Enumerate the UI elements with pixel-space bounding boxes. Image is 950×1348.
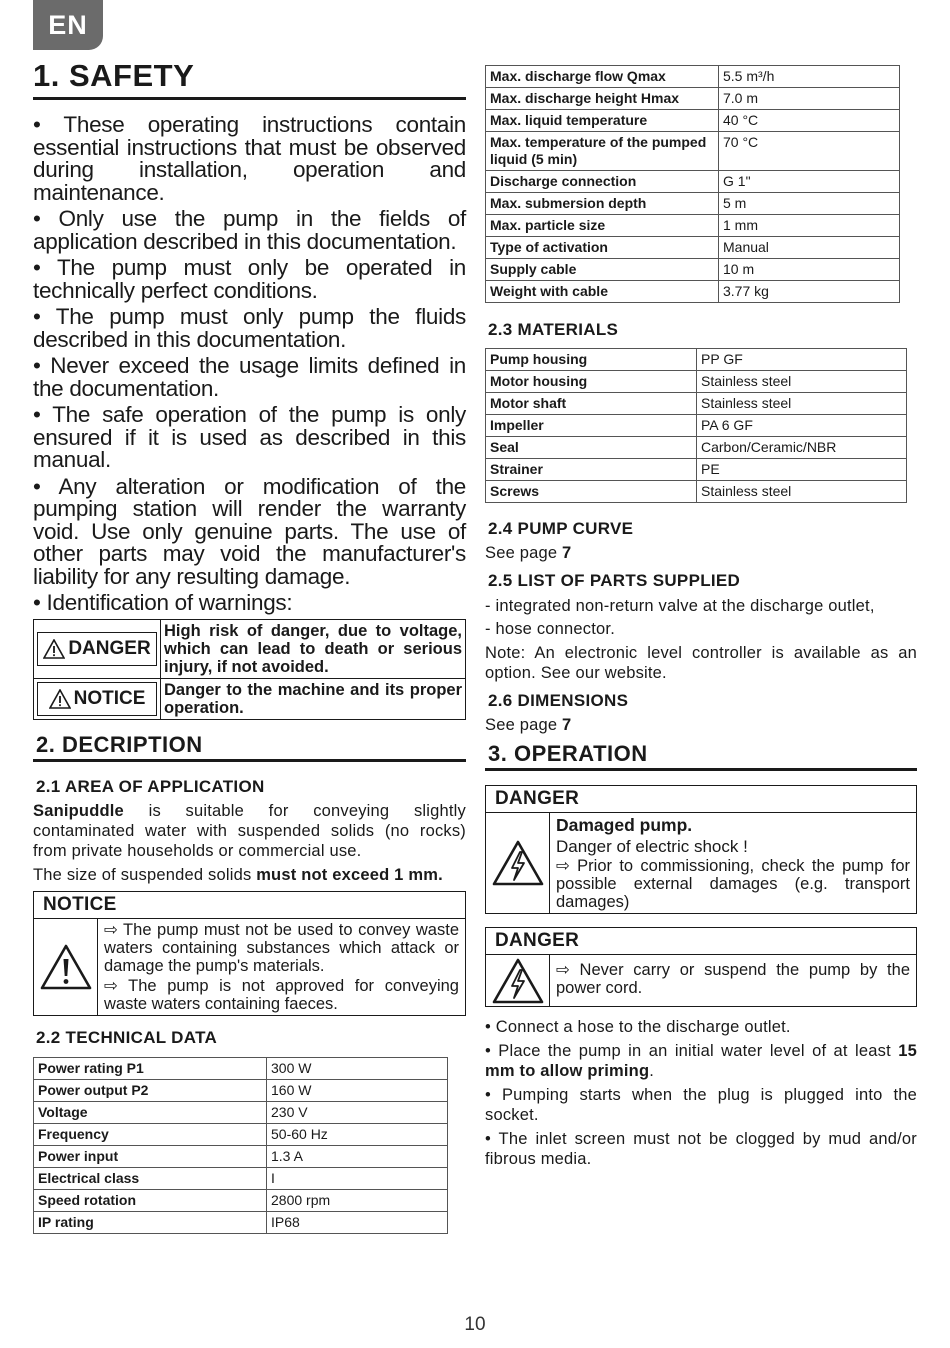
operation-heading: 3. OPERATION — [485, 741, 917, 771]
spec-value: 50-60 Hz — [267, 1123, 448, 1145]
table-row — [486, 393, 907, 415]
technical-data-table — [33, 1057, 448, 1234]
table-row — [486, 66, 900, 88]
table-row — [34, 1123, 448, 1145]
spec-value: Carbon/Ceramic/NBR — [697, 437, 907, 459]
description-heading: 2. DECRIPTION — [33, 732, 466, 762]
spec-value: 40 °C — [719, 110, 900, 132]
pump-curve-heading: 2.4 PUMP CURVE — [488, 519, 634, 538]
danger-box-damaged-pump — [485, 785, 917, 914]
danger-label-text: DANGER — [68, 637, 151, 659]
table-row — [486, 349, 907, 371]
danger-line: Danger of electric shock ! — [556, 837, 748, 856]
spec-value: I — [267, 1167, 448, 1189]
operation-bullet-pre: • Place the pump in an initial water level of at least — [485, 1042, 899, 1060]
page-number: 10 — [464, 1314, 486, 1335]
spec-value: G 1" — [719, 171, 900, 193]
notice-icon-cell — [34, 919, 98, 1015]
dimensions-heading: 2.6 DIMENSIONS — [488, 691, 629, 710]
danger-bold-line: Damaged pump. — [556, 815, 693, 835]
spec-value: 10 m — [719, 259, 900, 281]
table-row — [486, 237, 900, 259]
danger-title: DANGER — [486, 786, 916, 813]
spec-value: IP68 — [267, 1211, 448, 1233]
spec-value: 5.5 m³/h — [719, 66, 900, 88]
spec-label: Speed rotation — [34, 1189, 267, 1211]
parts-item: - integrated non-return valve at the discharge outlet, — [485, 597, 875, 615]
notice-label-text: NOTICE — [73, 687, 146, 709]
spec-value: 70 °C — [719, 132, 900, 171]
page-ref: 7 — [562, 544, 572, 562]
area-paragraph-2 — [33, 865, 466, 885]
danger-description: High risk of danger, due to voltage, which can lead to death or serious injury, if not avoided. — [161, 619, 466, 678]
spec-label: Motor housing — [486, 371, 697, 393]
danger-body — [486, 955, 916, 1006]
spec-label: Power input — [34, 1145, 267, 1167]
spec-label: IP rating — [34, 1211, 267, 1233]
spec-label: Max. discharge flow Qmax — [486, 66, 719, 88]
operation-bullet — [485, 1085, 917, 1125]
spec-label: Electrical class — [34, 1167, 267, 1189]
safety-bullet: • Never exceed the usage limits defined in the documentation. — [33, 353, 466, 401]
danger-detail: ⇨ Prior to commissioning, check the pump for possible external damages (e.g. transport damages) — [556, 857, 910, 911]
table-row — [34, 1057, 448, 1079]
spec-label: Max. particle size — [486, 215, 719, 237]
spec-value: 7.0 m — [719, 88, 900, 110]
spec-value: PP GF — [697, 349, 907, 371]
operation-bullet-pre: • Pumping starts when the plug is plugged into the socket. — [485, 1086, 917, 1124]
parts-item: - hose connector. — [485, 620, 615, 638]
operation-bullet-bold: 15 mm to allow priming — [485, 1042, 917, 1080]
safety-bullet: • Identification of warnings: — [33, 590, 293, 615]
danger-detail: ⇨ Never carry or suspend the pump by the power cord. — [556, 961, 910, 997]
spec-label: Impeller — [486, 415, 697, 437]
table-row — [486, 281, 900, 303]
table-row — [486, 88, 900, 110]
materials-table — [485, 348, 907, 503]
spec-label: Seal — [486, 437, 697, 459]
spec-value: 5 m — [719, 193, 900, 215]
right-column — [485, 65, 917, 1173]
spec-label: Weight with cable — [486, 281, 719, 303]
danger-body — [486, 813, 916, 913]
spec-value: 230 V — [267, 1101, 448, 1123]
table-row — [486, 193, 900, 215]
danger-icon-cell — [486, 813, 550, 913]
operation-bullet — [485, 1041, 917, 1081]
notice-description: Danger to the machine and its proper operation. — [161, 678, 466, 719]
table-row — [34, 1101, 448, 1123]
table-row — [34, 1211, 448, 1233]
table-row — [486, 481, 907, 503]
spec-value: Manual — [719, 237, 900, 259]
technical-data-heading: 2.2 TECHNICAL DATA — [36, 1027, 218, 1047]
dimensions-reference — [485, 715, 917, 735]
safety-bullet: • The pump must only be operated in technically perfect conditions. — [33, 255, 466, 303]
table-row — [486, 459, 907, 481]
area-of-application-heading: 2.1 AREA OF APPLICATION — [36, 776, 265, 796]
operation-bullet-post: . — [649, 1062, 655, 1080]
danger-text — [550, 813, 916, 913]
spec-label: Motor shaft — [486, 393, 697, 415]
danger-icon-cell — [486, 955, 550, 1006]
spec-value: 1.3 A — [267, 1145, 448, 1167]
table-row — [34, 1189, 448, 1211]
operation-bullet-pre: • The inlet screen must not be clogged by mud and/or fibrous media. — [485, 1130, 917, 1168]
spec-value: Stainless steel — [697, 393, 907, 415]
left-column — [33, 58, 466, 1234]
area-paragraph-1 — [33, 801, 466, 861]
table-row — [486, 171, 900, 193]
spec-label: Voltage — [34, 1101, 267, 1123]
see-page-text: See page — [485, 716, 563, 734]
table-row — [34, 1079, 448, 1101]
table-row — [486, 132, 900, 171]
spec-label: Type of activation — [486, 237, 719, 259]
operation-bullet — [485, 1129, 917, 1169]
spec-label: Max. submersion depth — [486, 193, 719, 215]
language-tab: EN — [33, 0, 103, 50]
spec-label: Max. liquid temperature — [486, 110, 719, 132]
spec-label: Discharge connection — [486, 171, 719, 193]
safety-bullet: • These operating instructions contain essential instructions that must be observed during installation, operation and maintenance. — [33, 112, 466, 205]
notice-label — [37, 682, 157, 716]
spec-label: Pump housing — [486, 349, 697, 371]
danger-box-power-cord — [485, 927, 917, 1007]
spec-value: Stainless steel — [697, 371, 907, 393]
spec-label: Power output P2 — [34, 1079, 267, 1101]
operation-bullet-pre: • Connect a hose to the discharge outlet. — [485, 1018, 791, 1036]
spec-value: Stainless steel — [697, 481, 907, 503]
notice-title: NOTICE — [34, 892, 465, 919]
danger-label — [37, 632, 157, 666]
see-page-text: See page — [485, 544, 563, 562]
parts-list — [485, 595, 917, 641]
spec-value: 2800 rpm — [267, 1189, 448, 1211]
notice-text — [98, 919, 465, 1015]
materials-heading: 2.3 MATERIALS — [488, 320, 619, 339]
operation-bullet — [485, 1017, 917, 1037]
spec-value: 3.77 kg — [719, 281, 900, 303]
warning-row-notice — [34, 678, 466, 719]
notice-line: ⇨ The pump must not be used to convey waste waters containing substances which attack or damage the pump's materials. — [104, 920, 459, 975]
table-row — [486, 110, 900, 132]
notice-body — [34, 919, 465, 1015]
electric-shock-icon — [491, 957, 545, 1005]
table-row — [34, 1167, 448, 1189]
table-row — [486, 437, 907, 459]
safety-bullet: • Any alteration or modification of the pumping station will render the warranty void. Use only genuine parts. The use of other parts may void the manufacturer's liability for any resulting damage. — [33, 473, 466, 589]
spec-value: PE — [697, 459, 907, 481]
pump-curve-reference — [485, 543, 917, 563]
spec-value: 300 W — [267, 1057, 448, 1079]
spec-label: Frequency — [34, 1123, 267, 1145]
danger-title: DANGER — [486, 928, 916, 955]
spec-value: PA 6 GF — [697, 415, 907, 437]
technical-data-table-continued — [485, 65, 900, 303]
warning-identification-table — [33, 619, 466, 720]
area-limit: must not exceed 1 mm. — [256, 865, 443, 884]
danger-text — [550, 955, 916, 1006]
spec-label: Power rating P1 — [34, 1057, 267, 1079]
spec-label: Max. temperature of the pumped liquid (5 min) — [486, 132, 719, 171]
warning-row-danger — [34, 619, 466, 678]
table-row — [486, 415, 907, 437]
spec-value: 160 W — [267, 1079, 448, 1101]
table-row — [486, 215, 900, 237]
spec-label: Screws — [486, 481, 697, 503]
parts-supplied-heading: 2.5 LIST OF PARTS SUPPLIED — [488, 571, 741, 590]
area-text: The size of suspended solids — [33, 865, 257, 884]
notice-line: ⇨ The pump is not approved for conveying waste waters containing faeces. — [104, 976, 459, 1013]
notice-box — [33, 891, 466, 1016]
warning-triangle-icon — [49, 689, 71, 709]
safety-bullets — [33, 114, 466, 615]
electric-shock-icon — [491, 839, 545, 887]
spec-value: 1 mm — [719, 215, 900, 237]
spec-label: Max. discharge height Hmax — [486, 88, 719, 110]
table-row — [486, 371, 907, 393]
safety-heading: 1. SAFETY — [33, 58, 466, 100]
area-text: is suitable for conveying slightly contaminated water with suspended solids (no rocks) from private households or commercial use. — [33, 801, 466, 860]
safety-bullet: • The pump must only pump the fluids described in this documentation. — [33, 304, 466, 352]
spec-label: Supply cable — [486, 259, 719, 281]
safety-bullet: • Only use the pump in the fields of application described in this documentation. — [33, 206, 466, 254]
warning-triangle-icon — [43, 639, 65, 659]
spec-label: Strainer — [486, 459, 697, 481]
product-name: Sanipuddle — [33, 801, 124, 820]
warning-triangle-icon — [39, 943, 93, 991]
operation-bullets — [485, 1017, 917, 1169]
table-row — [486, 259, 900, 281]
page-ref: 7 — [562, 716, 572, 734]
table-row — [34, 1145, 448, 1167]
safety-bullet: • The safe operation of the pump is only ensured if it is used as described in this manual. — [33, 402, 466, 472]
parts-note: Note: An electronic level controller is available as an option. See our website. — [485, 644, 917, 682]
